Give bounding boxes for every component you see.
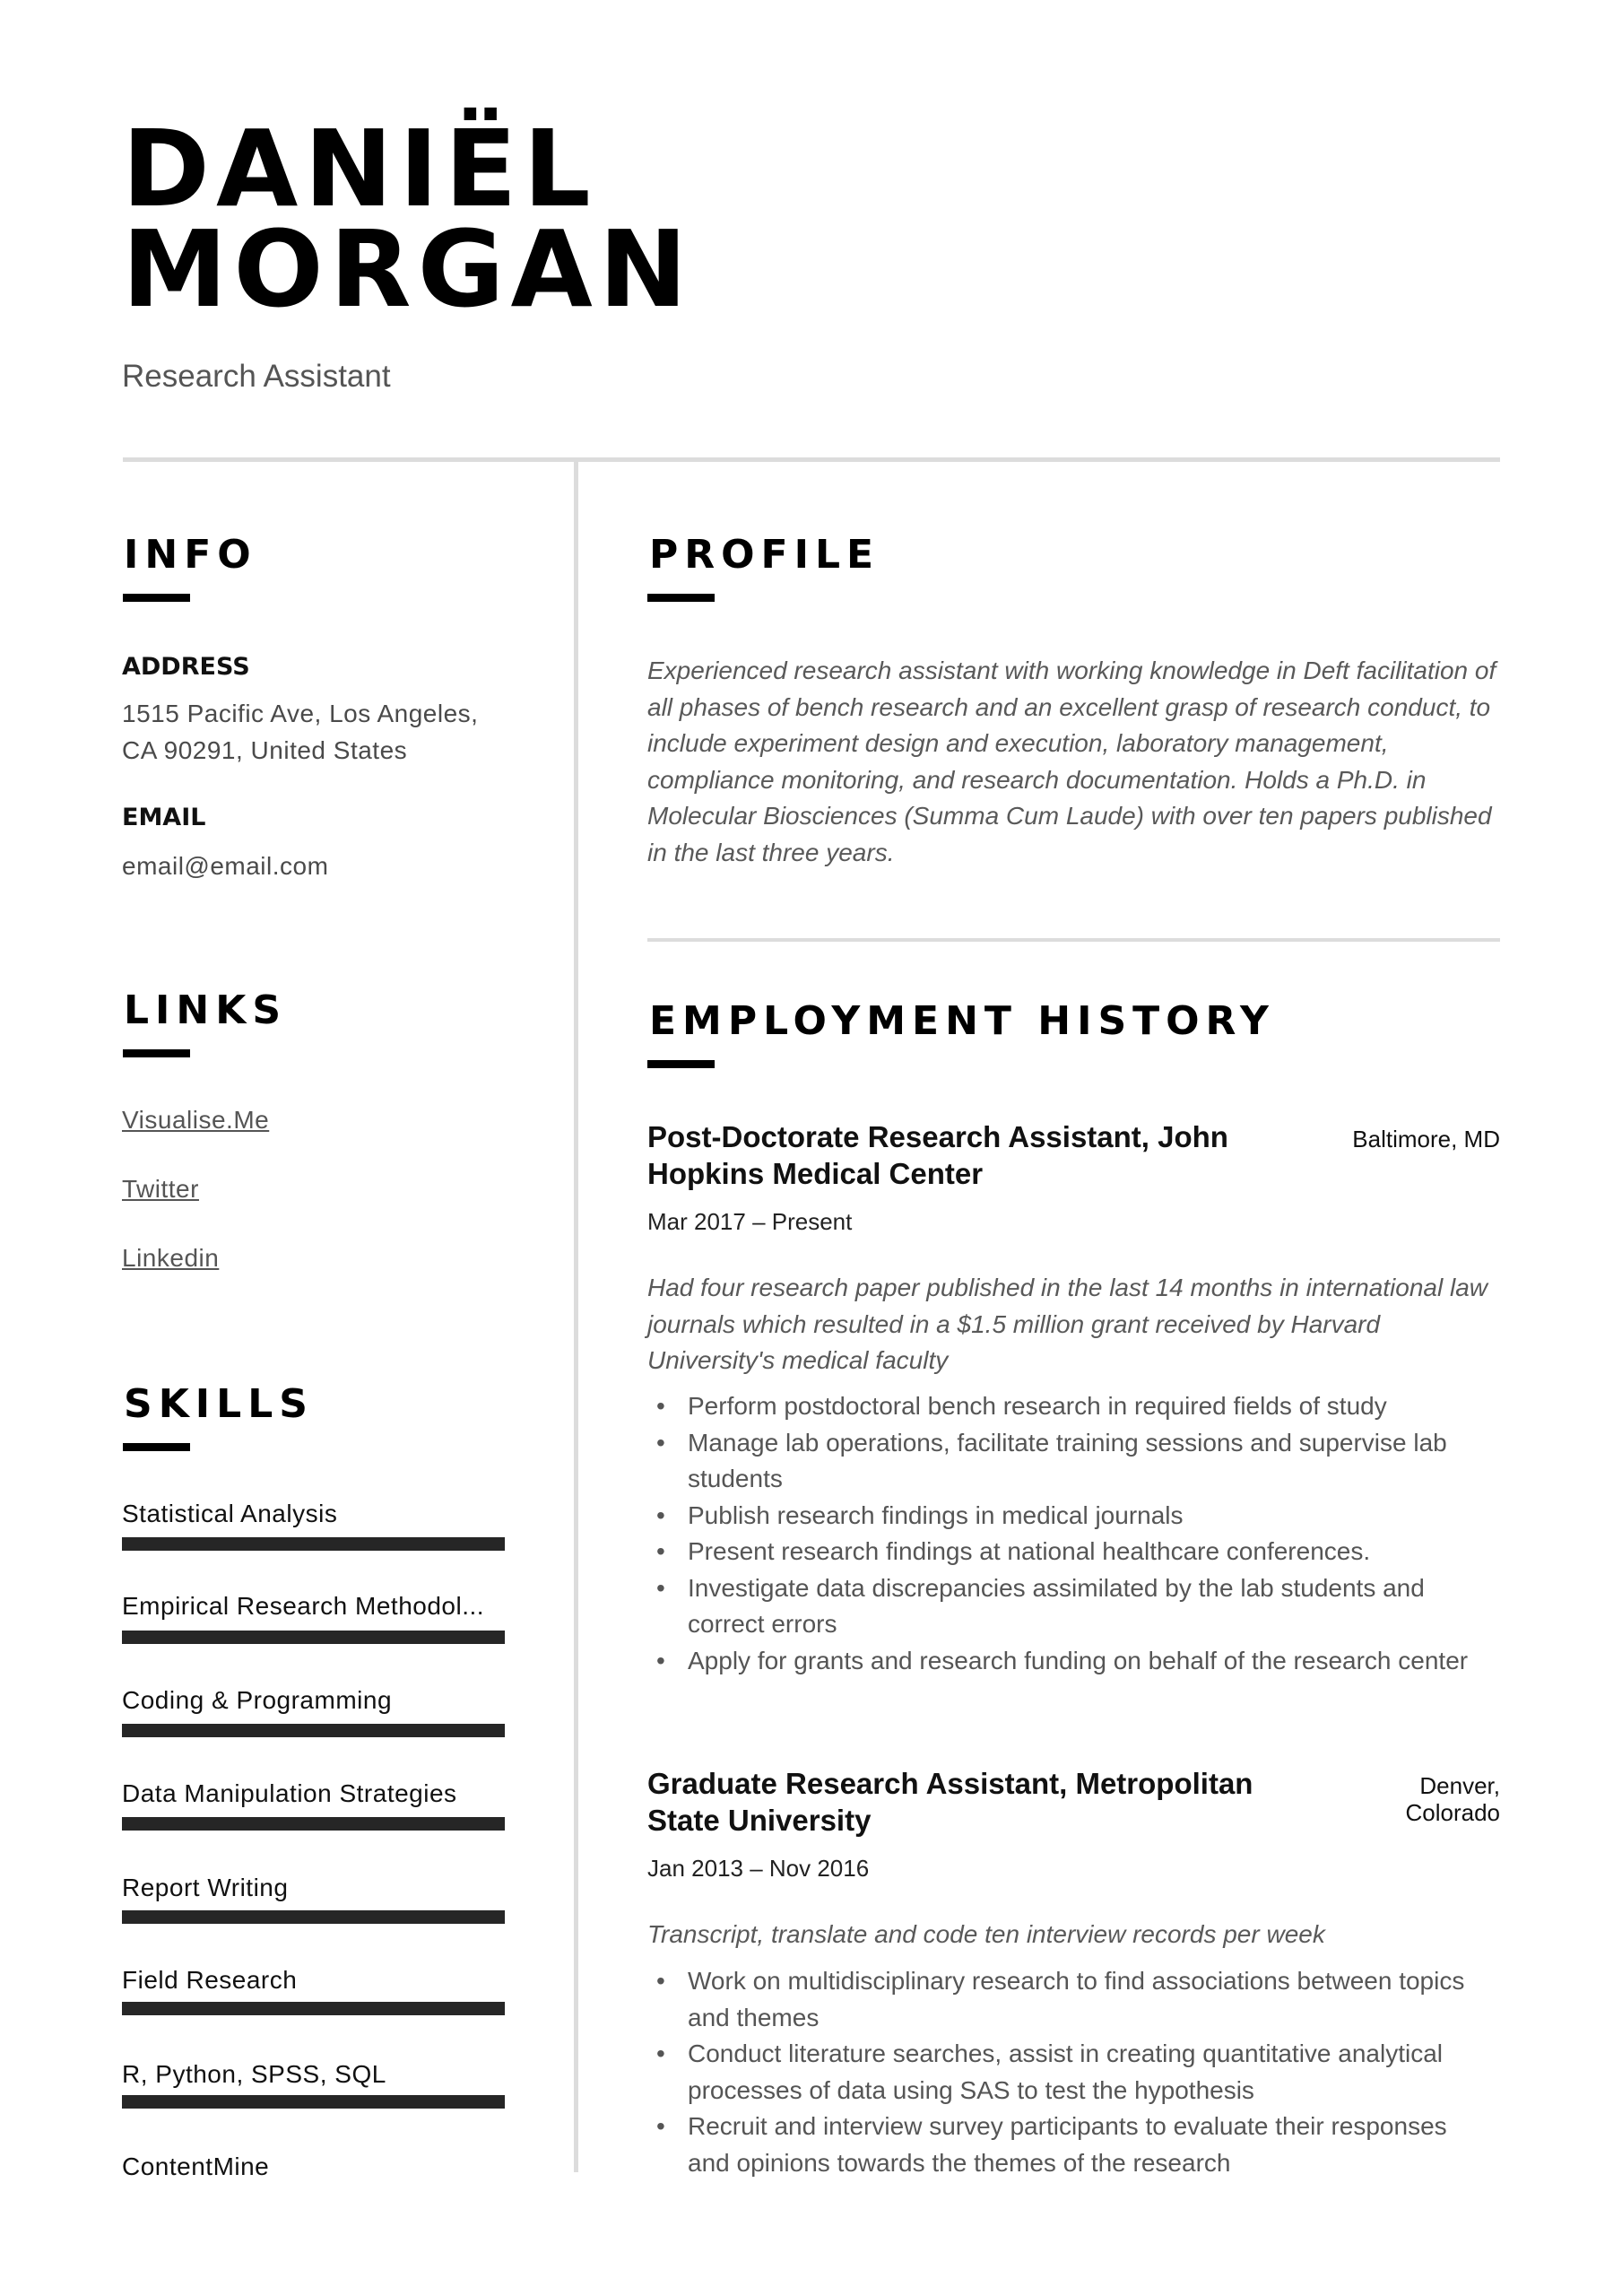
job-responsibilities — [647, 1963, 1481, 2181]
info-heading: INFO — [124, 532, 257, 578]
responsibility-item: • Manage lab operations, facilitate training sessions and supervise lab students — [647, 1425, 1481, 1498]
column-divider — [574, 459, 578, 2172]
responsibility-item: • Perform postdoctoral bench research in required fields of study — [647, 1388, 1481, 1425]
job-responsibilities — [647, 1388, 1481, 1679]
skill-label: Data Manipulation Strategies — [122, 1779, 457, 1807]
skill-label: ContentMine — [122, 2152, 270, 2180]
last-name: MORGAN — [122, 207, 694, 331]
responsibility-item: • Present research findings at national healthcare conferences. — [647, 1534, 1481, 1570]
employment-heading: EMPLOYMENT HISTORY — [649, 998, 1275, 1044]
skill-level-bar — [122, 1631, 505, 1644]
job-dates: Mar 2017 – Present — [647, 1208, 853, 1235]
address-value — [122, 695, 478, 769]
profile-heading-underline — [647, 594, 715, 602]
skills-heading: SKILLS — [124, 1381, 314, 1427]
skill-level-bar — [122, 1817, 505, 1831]
skill-label: Report Writing — [122, 1874, 289, 1901]
skill-label: Statistical Analysis — [122, 1500, 338, 1527]
link-linkedin[interactable]: Linkedin — [122, 1244, 220, 1272]
responsibility-item: • Work on multidisciplinary research to find associations between topics and themes — [647, 1963, 1481, 2036]
skill-level-bar — [122, 1724, 505, 1737]
job-summary: Transcript, translate and code ten interview records per week — [647, 1920, 1325, 1948]
job-title: Graduate Research Assistant, Metropolitan State University — [647, 1767, 1253, 1837]
responsibility-item: • Apply for grants and research funding on behalf of the research center — [647, 1643, 1481, 1680]
job-location: Baltimore, MD — [1352, 1126, 1500, 1152]
links-heading: LINKS — [124, 987, 288, 1033]
skill-level-bar — [122, 2002, 505, 2015]
job-title: Post-Doctorate Research Assistant, John Hopkins Medical Center — [647, 1120, 1228, 1190]
profile-heading: PROFILE — [649, 532, 880, 578]
section-divider — [647, 938, 1500, 942]
job-summary: Had four research paper published in the last 14 months in international law journals which resulted in a $1.5 million grant received by Harvard University's medical faculty — [647, 1274, 1488, 1374]
address-label: ADDRESS — [122, 653, 250, 681]
candidate-name — [122, 107, 694, 331]
link-twitter[interactable]: Twitter — [122, 1175, 199, 1203]
header-divider — [123, 457, 1500, 462]
skill-label: Field Research — [122, 1966, 298, 1994]
responsibility-item: • Investigate data discrepancies assimilated by the lab students and correct errors — [647, 1570, 1481, 1643]
job-title: Research Assistant — [122, 359, 391, 394]
responsibility-item: • Publish research findings in medical journals — [647, 1498, 1481, 1535]
links-heading-underline — [123, 1049, 190, 1057]
first-name: DANIËL — [122, 107, 597, 230]
skill-level-bar — [122, 1537, 505, 1551]
skills-heading-underline — [123, 1443, 190, 1451]
address-line-1: 1515 Pacific Ave, Los Angeles, — [122, 700, 479, 727]
employment-heading-underline — [647, 1060, 715, 1068]
job-dates: Jan 2013 – Nov 2016 — [647, 1855, 870, 1882]
profile-summary: Experienced research assistant with working knowledge in Deft facilitation of all phases of bench research and an excellent grasp of research conduct, to include experiment design and execution, laboratory management, compliance monitoring, and research documentation. Holds a Ph.D. in Molecular Biosciences (Summa Cum Laude) with over ten papers published in the last three years. — [647, 657, 1496, 866]
skill-label: Empirical Research Methodol... — [122, 1592, 485, 1620]
skill-label: Coding & Programming — [122, 1686, 393, 1714]
skill-level-bar — [122, 2095, 505, 2109]
job-location: Denver, Colorado — [1405, 1772, 1500, 1826]
info-heading-underline — [123, 594, 190, 602]
email-label: EMAIL — [122, 804, 206, 831]
email-value[interactable]: email@email.com — [122, 852, 329, 880]
skill-level-bar — [122, 1910, 505, 1924]
link-visualise-me[interactable]: Visualise.Me — [122, 1106, 270, 1134]
skill-label: R, Python, SPSS, SQL — [122, 2060, 386, 2088]
address-line-2: CA 90291, United States — [122, 736, 408, 764]
responsibility-item: • Conduct literature searches, assist in creating quantitative analytical processes of data using SAS to test the hypothesis — [647, 2036, 1481, 2109]
responsibility-item: • Recruit and interview survey participants to evaluate their responses and opinions towards the themes of the research — [647, 2109, 1481, 2181]
